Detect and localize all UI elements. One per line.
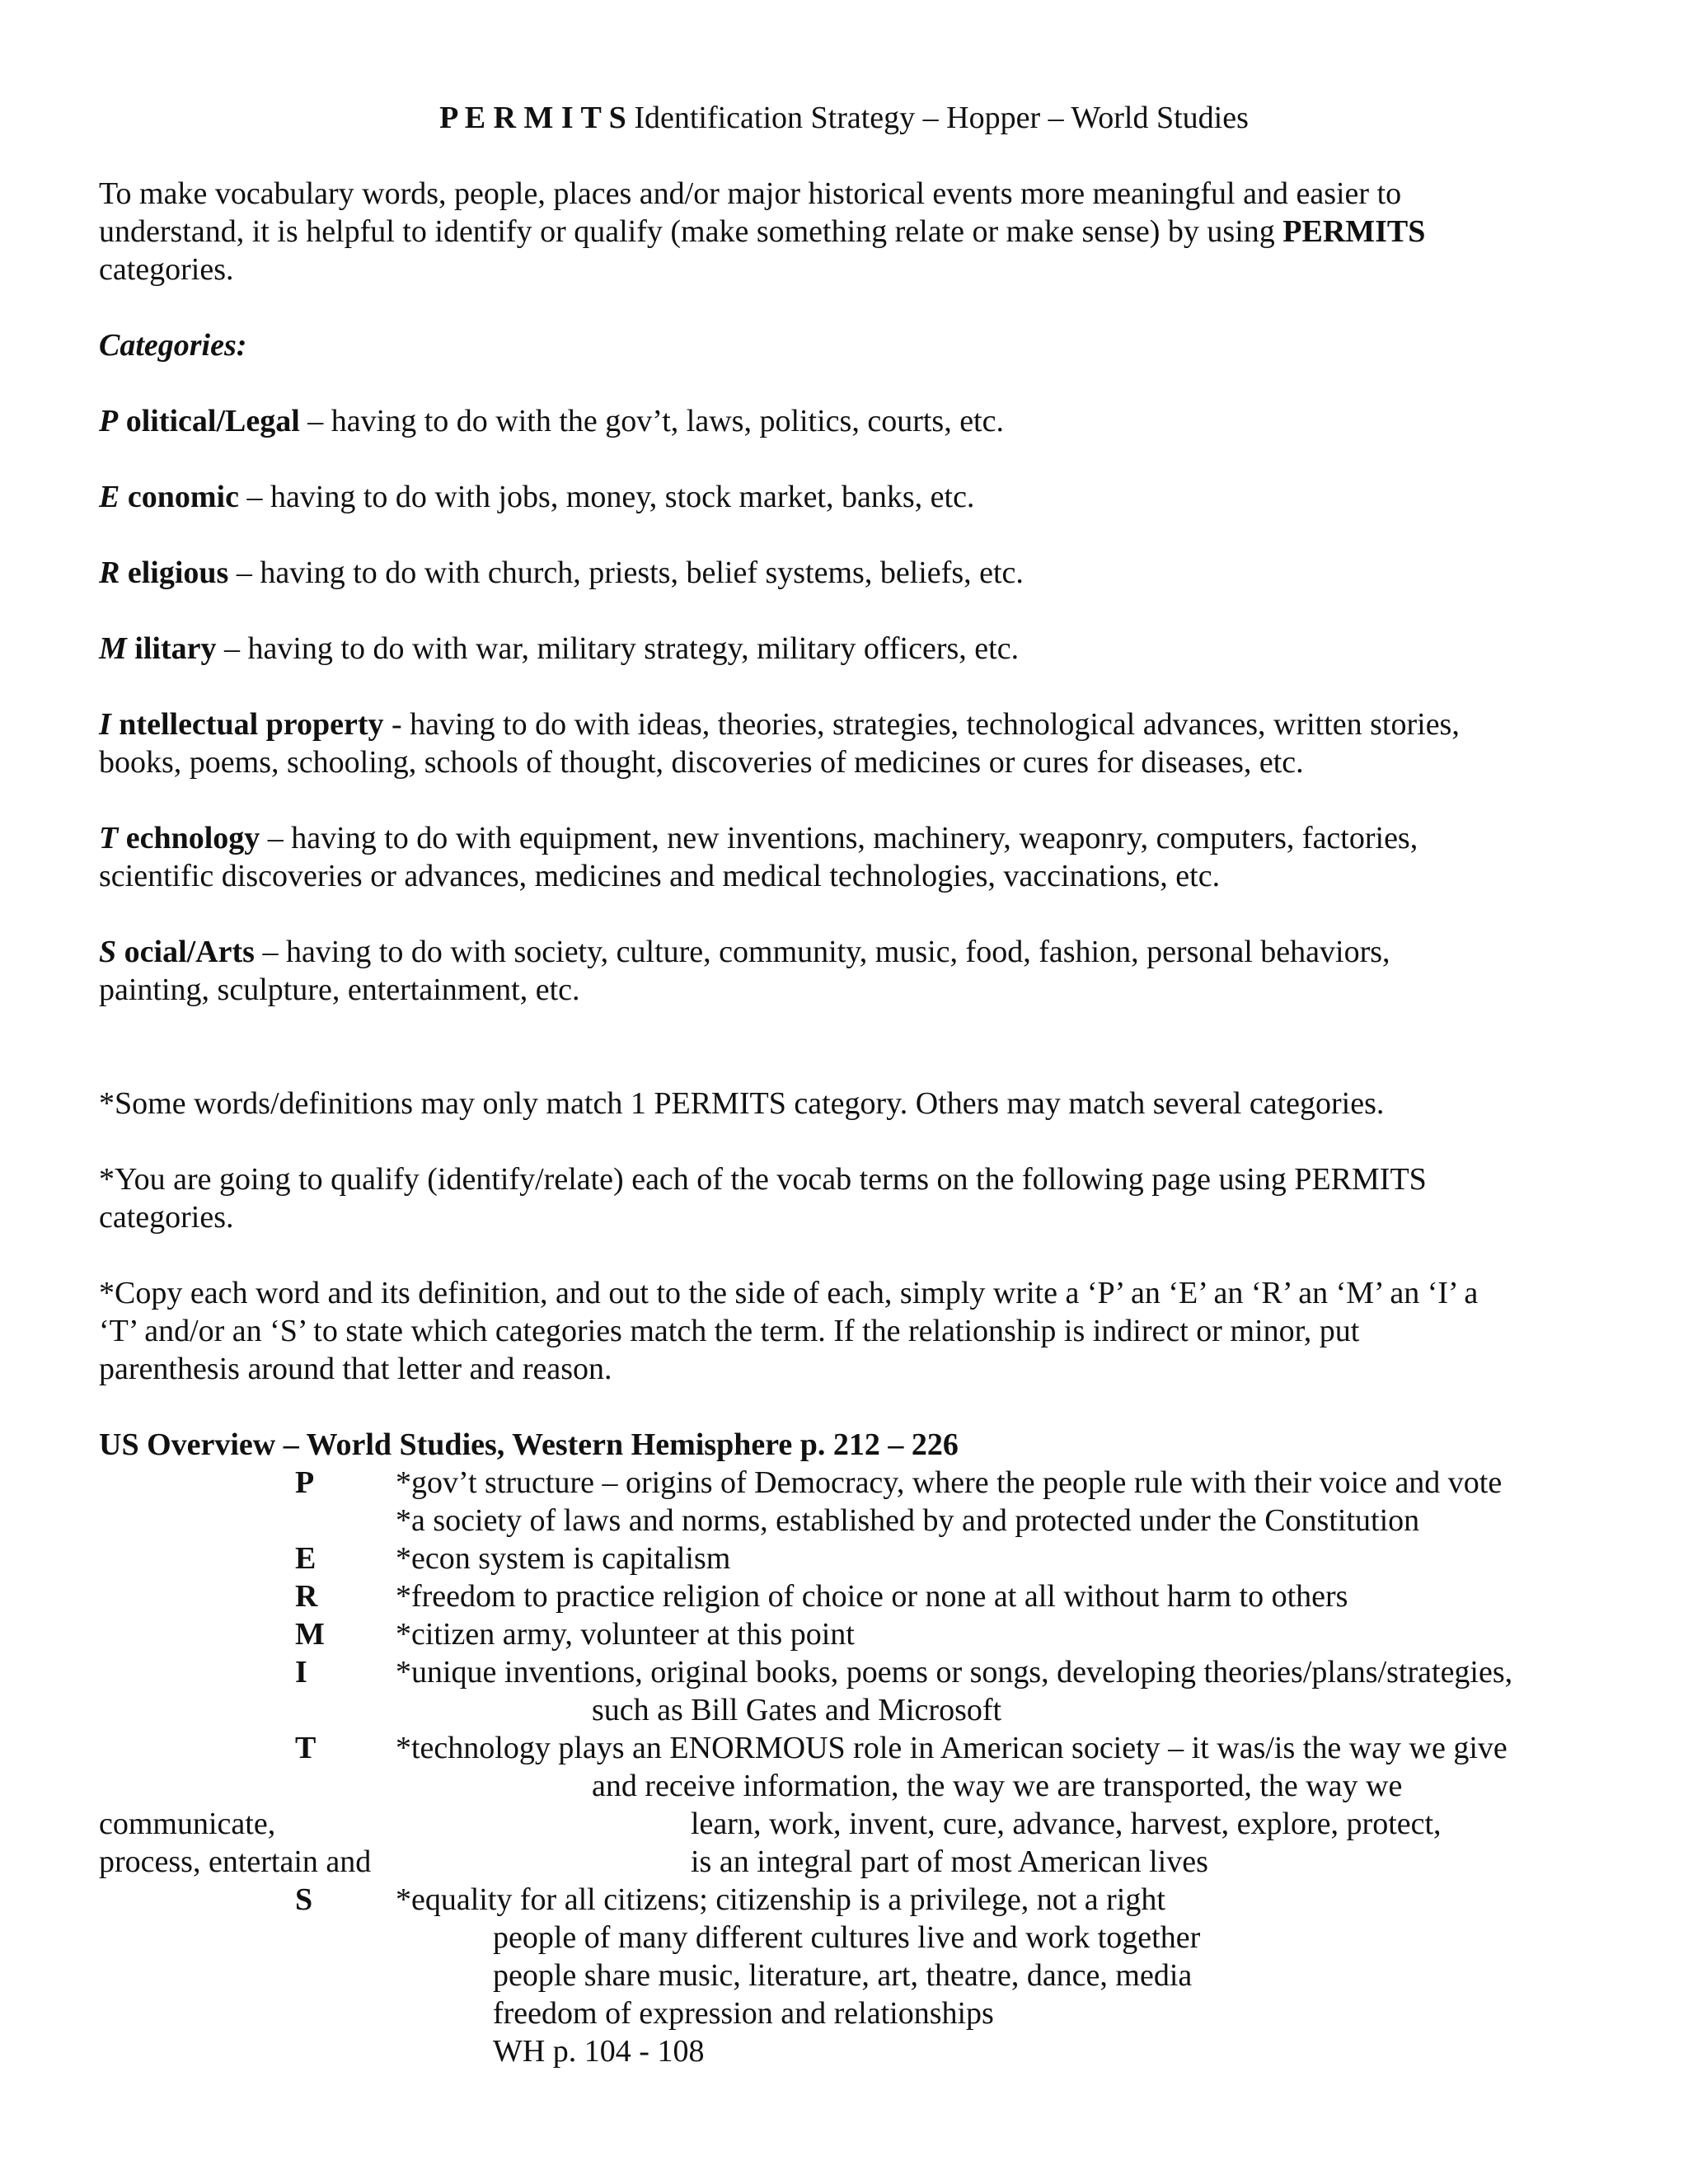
- intro-line-3: categories.: [99, 252, 234, 287]
- overview-letter-s: S: [295, 1882, 313, 1917]
- note-1: *Some words/definitions may only match 1 PERMITS category. Others may match several categories.: [99, 1086, 1385, 1121]
- overview-t-line-4-right: is an integral part of most American lives: [691, 1844, 1208, 1879]
- category-political: [99, 402, 1004, 440]
- overview-t-line-3-left: communicate,: [99, 1807, 276, 1841]
- overview-s-line-3: people share music, literature, art, theatre, dance, media: [493, 1958, 1193, 1993]
- category-intellectual: [99, 705, 1460, 743]
- note-2-line-2: categories.: [99, 1200, 234, 1235]
- note-2-line-1: *You are going to qualify (identify/relate) each of the vocab terms on the following page using PERMITS: [99, 1162, 1427, 1197]
- overview-t-line-3-right: learn, work, invent, cure, advance, harvest, explore, protect,: [691, 1807, 1442, 1841]
- category-desc: - having to do with ideas, theories, strategies, technological advances, written stories,: [383, 707, 1460, 742]
- category-desc: – having to do with the gov’t, laws, politics, courts, etc.: [299, 404, 1004, 438]
- overview-i-line-2: such as Bill Gates and Microsoft: [592, 1693, 1002, 1727]
- category-social: [99, 933, 1390, 971]
- overview-m-line-1: *citizen army, volunteer at this point: [396, 1617, 855, 1652]
- category-letter: S: [99, 935, 117, 969]
- overview-t-line-4-left: process, entertain and: [99, 1844, 372, 1879]
- category-economic: [99, 478, 974, 516]
- category-letter: M: [99, 631, 127, 666]
- category-desc: – having to do with jobs, money, stock market, banks, etc.: [238, 480, 975, 514]
- category-desc: – having to do with war, military strategy, military officers, etc.: [216, 631, 1020, 666]
- category-letter: T: [99, 821, 119, 855]
- overview-letter-e: E: [295, 1541, 316, 1576]
- category-name: eligious: [120, 555, 229, 590]
- intro-line-2: [99, 213, 1425, 251]
- category-name: olitical/Legal: [118, 404, 300, 438]
- category-name: ocial/Arts: [116, 935, 255, 969]
- category-name: ntellectual property: [110, 707, 384, 742]
- overview-s-line-5: WH p. 104 - 108: [493, 2034, 705, 2069]
- category-technology: [99, 819, 1418, 857]
- category-desc: – having to do with society, culture, community, music, food, fashion, personal behaviors,: [254, 935, 1390, 969]
- intro-line-1: To make vocabulary words, people, places and/or major historical events more meaningful and easier to: [99, 176, 1402, 211]
- categories-heading: Categories:: [99, 328, 247, 363]
- overview-letter-p: P: [295, 1465, 315, 1500]
- overview-s-line-4: freedom of expression and relationships: [493, 1996, 994, 2031]
- overview-s-line-1: *equality for all citizens; citizenship is a privilege, not a right: [396, 1882, 1165, 1917]
- category-name: ilitary: [126, 631, 217, 666]
- overview-p-line-1: *gov’t structure – origins of Democracy, where the people rule with their voice and vote: [396, 1465, 1503, 1500]
- note-3-line-2: ‘T’ and/or an ‘S’ to state which categories match the term. If the relationship is indirect or minor, put: [99, 1314, 1360, 1348]
- category-name: conomic: [120, 480, 239, 514]
- overview-i-line-1: *unique inventions, original books, poems or songs, developing theories/plans/strategies,: [396, 1655, 1513, 1690]
- title-acronym: P E R M I T S: [439, 101, 626, 135]
- overview-t-line-2: and receive information, the way we are transported, the way we: [592, 1769, 1403, 1803]
- title-rest: Identification Strategy – Hopper – World Studies: [626, 101, 1249, 135]
- page-title: [0, 99, 1688, 137]
- overview-letter-i: I: [295, 1655, 307, 1690]
- overview-letter-m: M: [295, 1617, 325, 1652]
- category-religious: [99, 554, 1024, 592]
- note-3-line-3: parenthesis around that letter and reason.: [99, 1352, 612, 1386]
- note-3-line-1: *Copy each word and its definition, and out to the side of each, simply write a ‘P’ an ‘E’ an ‘R’ an ‘M’ an ‘I’ a: [99, 1276, 1479, 1310]
- category-letter: R: [99, 555, 120, 590]
- category-desc: – having to do with equipment, new inventions, machinery, weaponry, computers, factories,: [260, 821, 1418, 855]
- category-desc: – having to do with church, priests, belief systems, beliefs, etc.: [228, 555, 1024, 590]
- category-letter: E: [99, 480, 120, 514]
- intro-permits-bold: PERMITS: [1282, 214, 1426, 249]
- category-intellectual-cont: books, poems, schooling, schools of thought, discoveries of medicines or cures for diseases, etc.: [99, 745, 1304, 780]
- category-name: echnology: [118, 821, 260, 855]
- overview-t-line-1: *technology plays an ENORMOUS role in American society – it was/is the way we give: [396, 1731, 1507, 1765]
- overview-p-line-2: *a society of laws and norms, established by and protected under the Constitution: [396, 1503, 1420, 1538]
- overview-letter-t: T: [295, 1731, 316, 1765]
- category-letter: P: [99, 404, 119, 438]
- overview-letter-r: R: [295, 1579, 318, 1614]
- overview-s-line-2: people of many different cultures live and work together: [493, 1920, 1201, 1955]
- category-letter: I: [99, 707, 111, 742]
- overview-heading: US Overview – World Studies, Western Hemisphere p. 212 – 226: [99, 1427, 959, 1462]
- category-social-cont: painting, sculpture, entertainment, etc.: [99, 972, 580, 1007]
- overview-r-line-1: *freedom to practice religion of choice or none at all without harm to others: [396, 1579, 1348, 1614]
- overview-e-line-1: *econ system is capitalism: [396, 1541, 731, 1576]
- intro-line-2-text: understand, it is helpful to identify or qualify (make something relate or make sense) by using: [99, 214, 1283, 249]
- category-technology-cont: scientific discoveries or advances, medicines and medical technologies, vaccinations, etc.: [99, 859, 1221, 893]
- category-military: [99, 630, 1019, 668]
